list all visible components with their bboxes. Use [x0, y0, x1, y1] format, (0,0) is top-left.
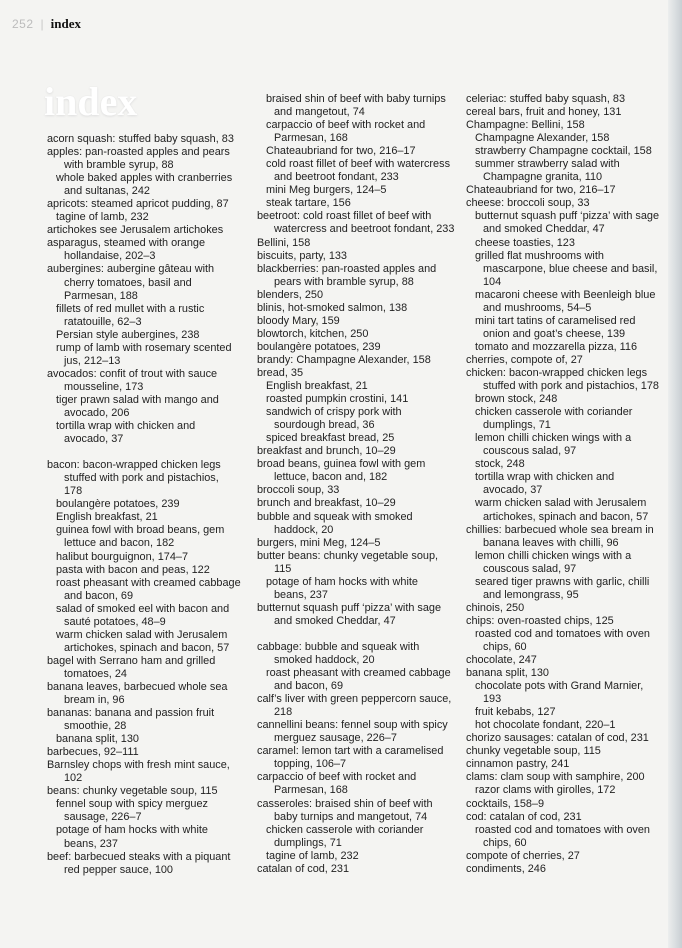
index-subentry: lemon chilli chicken wings with a: [475, 549, 632, 562]
index-subentry: banana split, 130: [56, 733, 139, 746]
page-edge-shadow: [668, 0, 682, 948]
index-subentry: braised shin of beef with baby turnips: [266, 93, 446, 105]
index-entry: beef: barbecued steaks with a piquant: [47, 850, 231, 863]
index-continuation: onion and goat’s cheese, 139: [483, 327, 626, 340]
index-entry: chicken: bacon-wrapped chicken legs: [466, 366, 648, 379]
index-subentry: tomato and mozzarella pizza, 116: [475, 340, 638, 353]
index-entry: broad beans, guinea fowl with gem: [257, 458, 426, 471]
index-subentry: Persian style aubergines, 238: [56, 328, 200, 341]
index-continuation: jus, 212–13: [64, 354, 121, 367]
index-gap: [47, 446, 247, 459]
index-subentry: steak tartare, 156: [266, 197, 351, 210]
index-continuation: and sultanas, 242: [64, 185, 150, 198]
index-entry: blowtorch, kitchen, 250: [257, 327, 369, 340]
index-subentry: rump of lamb with rosemary scented: [56, 341, 232, 354]
index-subentry: guinea fowl with broad beans, gem: [56, 524, 225, 537]
index-continuation: 193: [483, 693, 502, 706]
index-entry: bloody Mary, 159: [257, 314, 340, 327]
index-entry: Barnsley chops with fresh mint sauce,: [47, 759, 230, 772]
index-entry: chocolate, 247: [466, 654, 537, 667]
index-continuation: and lemongrass, 95: [483, 588, 579, 601]
index-continuation: watercress and beetroot fondant, 233: [274, 223, 455, 236]
index-entry: breakfast and brunch, 10–29: [257, 445, 396, 458]
index-subentry: spiced breakfast bread, 25: [266, 432, 395, 445]
index-continuation: Parmesan, 188: [64, 289, 138, 302]
index-entry: asparagus, steamed with orange: [47, 237, 206, 250]
index-subentry: tortilla wrap with chicken and: [475, 471, 615, 484]
index-continuation: haddock, 20: [274, 523, 334, 536]
index-subentry: chocolate pots with Grand Marnier,: [475, 680, 644, 693]
index-subentry: butternut squash puff ‘pizza’ with sage: [475, 210, 660, 223]
index-continuation: chips, 60: [483, 836, 527, 849]
index-entry: chips: oven-roasted chips, 125: [466, 614, 614, 627]
index-entry: bread, 35: [257, 366, 304, 379]
index-entry: boulangère potatoes, 239: [257, 340, 381, 353]
index-entry: bubble and squeak with smoked: [257, 510, 413, 523]
index-subentry: razor clams with girolles, 172: [475, 784, 616, 797]
index-continuation: smoothie, 28: [64, 720, 127, 733]
header-separator: |: [40, 17, 44, 31]
index-gap: [257, 628, 457, 641]
index-entry: Champagne: Bellini, 158: [466, 119, 585, 132]
index-continuation: and mushrooms, 54–5: [483, 301, 592, 314]
index-continuation: and smoked Cheddar, 47: [483, 223, 605, 236]
index-subentry: mini Meg burgers, 124–5: [266, 184, 387, 197]
index-entry: cereal bars, fruit and honey, 131: [466, 106, 622, 119]
index-column-3: [466, 93, 668, 876]
index-continuation: hollandaise, 202–3: [64, 250, 156, 263]
index-entry: brunch and breakfast, 10–29: [257, 497, 396, 510]
index-continuation: avocado, 206: [64, 406, 130, 419]
index-continuation: stuffed with pork and pistachios,: [64, 472, 219, 485]
index-continuation: couscous salad, 97: [483, 562, 577, 575]
index-subentry: chicken casserole with coriander: [266, 823, 424, 836]
index-entry: beans: chunky vegetable soup, 115: [47, 785, 218, 798]
index-entry: cocktails, 158–9: [466, 797, 545, 810]
index-entry: banana split, 130: [466, 667, 549, 680]
index-subentry: brown stock, 248: [475, 393, 558, 406]
index-continuation: couscous salad, 97: [483, 445, 577, 458]
index-subentry: warm chicken salad with Jerusalem: [475, 497, 647, 510]
index-entry: artichokes see Jerusalem artichokes: [47, 224, 224, 237]
index-entry: butternut squash puff ‘pizza’ with sage: [257, 601, 442, 614]
running-head: [12, 17, 81, 31]
index-continuation: smoked haddock, 20: [274, 654, 375, 667]
index-continuation: dumplings, 71: [274, 836, 342, 849]
index-continuation: sourdough bread, 36: [274, 419, 375, 432]
index-entry: cinnamon pastry, 241: [466, 758, 570, 771]
index-continuation: ratatouille, 62–3: [64, 315, 142, 328]
index-subentry: boulangère potatoes, 239: [56, 498, 180, 511]
index-continuation: 104: [483, 275, 502, 288]
index-subentry: cold roast fillet of beef with watercress: [266, 158, 451, 171]
index-continuation: banana leaves with chilli, 96: [483, 536, 619, 549]
index-entry: Chateaubriand for two, 216–17: [466, 184, 616, 197]
index-subentry: salad of smoked eel with bacon and: [56, 602, 230, 615]
index-column-2: [257, 93, 457, 876]
index-entry: casseroles: braised shin of beef with: [257, 797, 433, 810]
index-continuation: merguez sausage, 226–7: [274, 732, 397, 745]
index-subentry: tagine of lamb, 232: [56, 211, 149, 224]
index-continuation: artichokes, spinach and bacon, 57: [483, 510, 649, 523]
index-continuation: 115: [274, 562, 292, 575]
index-subentry: English breakfast, 21: [266, 380, 368, 393]
index-entry: caramel: lemon tart with a caramelised: [257, 745, 444, 758]
index-entry: condiments, 246: [466, 862, 546, 875]
index-column-1: [47, 133, 247, 877]
index-continuation: 218: [274, 706, 293, 719]
index-entry: celeriac: stuffed baby squash, 83: [466, 93, 626, 105]
index-continuation: avocado, 37: [64, 433, 124, 446]
index-subentry: strawberry Champagne cocktail, 158: [475, 145, 652, 158]
index-subentry: roast pheasant with creamed cabbage: [56, 576, 241, 589]
index-continuation: sauté potatoes, 48–9: [64, 615, 166, 628]
index-continuation: cherry tomatoes, basil and: [64, 276, 192, 289]
index-continuation: and bacon, 69: [64, 589, 134, 602]
index-continuation: red pepper sauce, 100: [64, 863, 173, 876]
index-entry: cabbage: bubble and squeak with: [257, 640, 420, 653]
index-entry: butter beans: chunky vegetable soup,: [257, 549, 439, 562]
index-entry: cheese: broccoli soup, 33: [466, 197, 590, 210]
index-continuation: artichokes, spinach and bacon, 57: [64, 641, 230, 654]
index-subentry: potage of ham hocks with white: [56, 824, 208, 837]
index-subentry: fennel soup with spicy merguez: [56, 798, 208, 811]
index-entry: aubergines: aubergine gâteau with: [47, 263, 215, 276]
index-subentry: halibut bourguignon, 174–7: [56, 550, 189, 563]
index-entry: clams: clam soup with samphire, 200: [466, 771, 645, 784]
index-subentry: roasted cod and tomatoes with oven: [475, 823, 650, 836]
index-continuation: tomatoes, 24: [64, 667, 127, 680]
index-entry: bagel with Serrano ham and grilled: [47, 654, 216, 667]
index-entry: beetroot: cold roast fillet of beef with: [257, 210, 432, 223]
index-entry: broccoli soup, 33: [257, 484, 340, 497]
index-continuation: and beetroot fondant, 233: [274, 171, 399, 184]
index-continuation: Champagne granita, 110: [483, 171, 603, 184]
index-entry: bacon: bacon-wrapped chicken legs: [47, 459, 221, 472]
index-subentry: tiger prawn salad with mango and: [56, 393, 219, 406]
index-subentry: roasted cod and tomatoes with oven: [475, 627, 650, 640]
index-continuation: mascarpone, blue cheese and basil,: [483, 262, 658, 275]
index-subentry: fillets of red mullet with a rustic: [56, 302, 205, 315]
index-entry: chinois, 250: [466, 601, 525, 614]
index-continuation: topping, 106–7: [274, 758, 347, 771]
index-entry: cherries, compote of, 27: [466, 353, 583, 366]
index-subentry: mini tart tatins of caramelised red: [475, 314, 636, 327]
index-subentry: potage of ham hocks with white: [266, 575, 418, 588]
index-entry: catalan of cod, 231: [257, 862, 350, 875]
index-subentry: cheese toasties, 123: [475, 236, 575, 249]
index-subentry: hot chocolate fondant, 220–1: [475, 719, 616, 732]
index-subentry: Champagne Alexander, 158: [475, 132, 610, 145]
index-entry: blackberries: pan-roasted apples and: [257, 262, 437, 275]
index-subentry: lemon chilli chicken wings with a: [475, 432, 632, 445]
index-continuation: stuffed with pork and pistachios, 178: [483, 380, 659, 393]
index-continuation: chips, 60: [483, 640, 527, 653]
index-entry: chillies: barbecued whole sea bream in: [466, 523, 654, 536]
index-continuation: Parmesan, 168: [274, 784, 348, 797]
index-continuation: and mangetout, 74: [274, 106, 365, 119]
index-entry: carpaccio of beef with rocket and: [257, 771, 417, 784]
index-subentry: stock, 248: [475, 458, 525, 471]
index-entry: Bellini, 158: [257, 236, 311, 249]
index-entry: avocados: confit of trout with sauce: [47, 367, 218, 380]
index-continuation: with bramble syrup, 88: [64, 159, 174, 172]
index-entry: burgers, mini Meg, 124–5: [257, 536, 381, 549]
index-continuation: beans, 237: [274, 588, 328, 601]
index-entry: chorizo sausages: catalan of cod, 231: [466, 732, 649, 745]
section-name: index: [50, 16, 81, 31]
index-subentry: pasta with bacon and peas, 122: [56, 563, 210, 576]
index-subentry: Chateaubriand for two, 216–17: [266, 145, 416, 158]
index-entry: biscuits, party, 133: [257, 249, 347, 262]
index-continuation: beans, 237: [64, 837, 118, 850]
index-subentry: seared tiger prawns with garlic, chilli: [475, 575, 650, 588]
index-entry: bananas: banana and passion fruit: [47, 707, 215, 720]
index-subentry: carpaccio of beef with rocket and: [266, 119, 426, 132]
index-entry: cod: catalan of cod, 231: [466, 810, 582, 823]
index-continuation: lettuce and bacon, 182: [64, 537, 175, 550]
index-entry: cannellini beans: fennel soup with spicy: [257, 719, 448, 732]
index-entry: blinis, hot-smoked salmon, 138: [257, 301, 408, 314]
index-continuation: and bacon, 69: [274, 680, 344, 693]
index-subentry: macaroni cheese with Beenleigh blue: [475, 288, 656, 301]
index-entry: acorn squash: stuffed baby squash, 83: [47, 133, 234, 145]
index-continuation: 178: [64, 485, 83, 498]
index-subentry: roast pheasant with creamed cabbage: [266, 667, 451, 680]
index-entry: blenders, 250: [257, 288, 323, 301]
index-entry: barbecues, 92–111: [47, 746, 139, 759]
index-continuation: baby turnips and mangetout, 74: [274, 810, 428, 823]
index-continuation: bream in, 96: [64, 694, 125, 707]
index-continuation: and smoked Cheddar, 47: [274, 614, 396, 627]
index-subentry: chicken casserole with coriander: [475, 406, 633, 419]
index-subentry: tagine of lamb, 232: [266, 849, 359, 862]
page-number: 252: [12, 17, 34, 31]
index-subentry: whole baked apples with cranberries: [56, 172, 233, 185]
index-subentry: sandwich of crispy pork with: [266, 406, 402, 419]
index-entry: chunky vegetable soup, 115: [466, 745, 601, 758]
index-subentry: summer strawberry salad with: [475, 158, 620, 171]
index-continuation: 102: [64, 772, 83, 785]
index-entry: banana leaves, barbecued whole sea: [47, 680, 228, 693]
index-subentry: grilled flat mushrooms with: [475, 249, 604, 262]
page-title: index: [44, 79, 138, 124]
index-subentry: tortilla wrap with chicken and: [56, 420, 196, 433]
index-entry: brandy: Champagne Alexander, 158: [257, 353, 431, 366]
index-entry: apricots: steamed apricot pudding, 87: [47, 198, 229, 211]
index-continuation: dumplings, 71: [483, 419, 551, 432]
index-subentry: roasted pumpkin crostini, 141: [266, 393, 409, 406]
index-entry: compote of cherries, 27: [466, 849, 580, 862]
index-subentry: fruit kebabs, 127: [475, 706, 556, 719]
index-entry: apples: pan-roasted apples and pears: [47, 146, 230, 159]
index-entry: calf’s liver with green peppercorn sauce,: [257, 693, 452, 706]
index-continuation: Parmesan, 168: [274, 132, 348, 145]
index-subentry: warm chicken salad with Jerusalem: [56, 628, 228, 641]
index-continuation: lettuce, bacon and, 182: [274, 471, 388, 484]
index-continuation: mousseline, 173: [64, 380, 144, 393]
index-continuation: avocado, 37: [483, 484, 543, 497]
index-continuation: sausage, 226–7: [64, 811, 142, 824]
index-continuation: pears with bramble syrup, 88: [274, 275, 414, 288]
index-subentry: English breakfast, 21: [56, 511, 158, 524]
